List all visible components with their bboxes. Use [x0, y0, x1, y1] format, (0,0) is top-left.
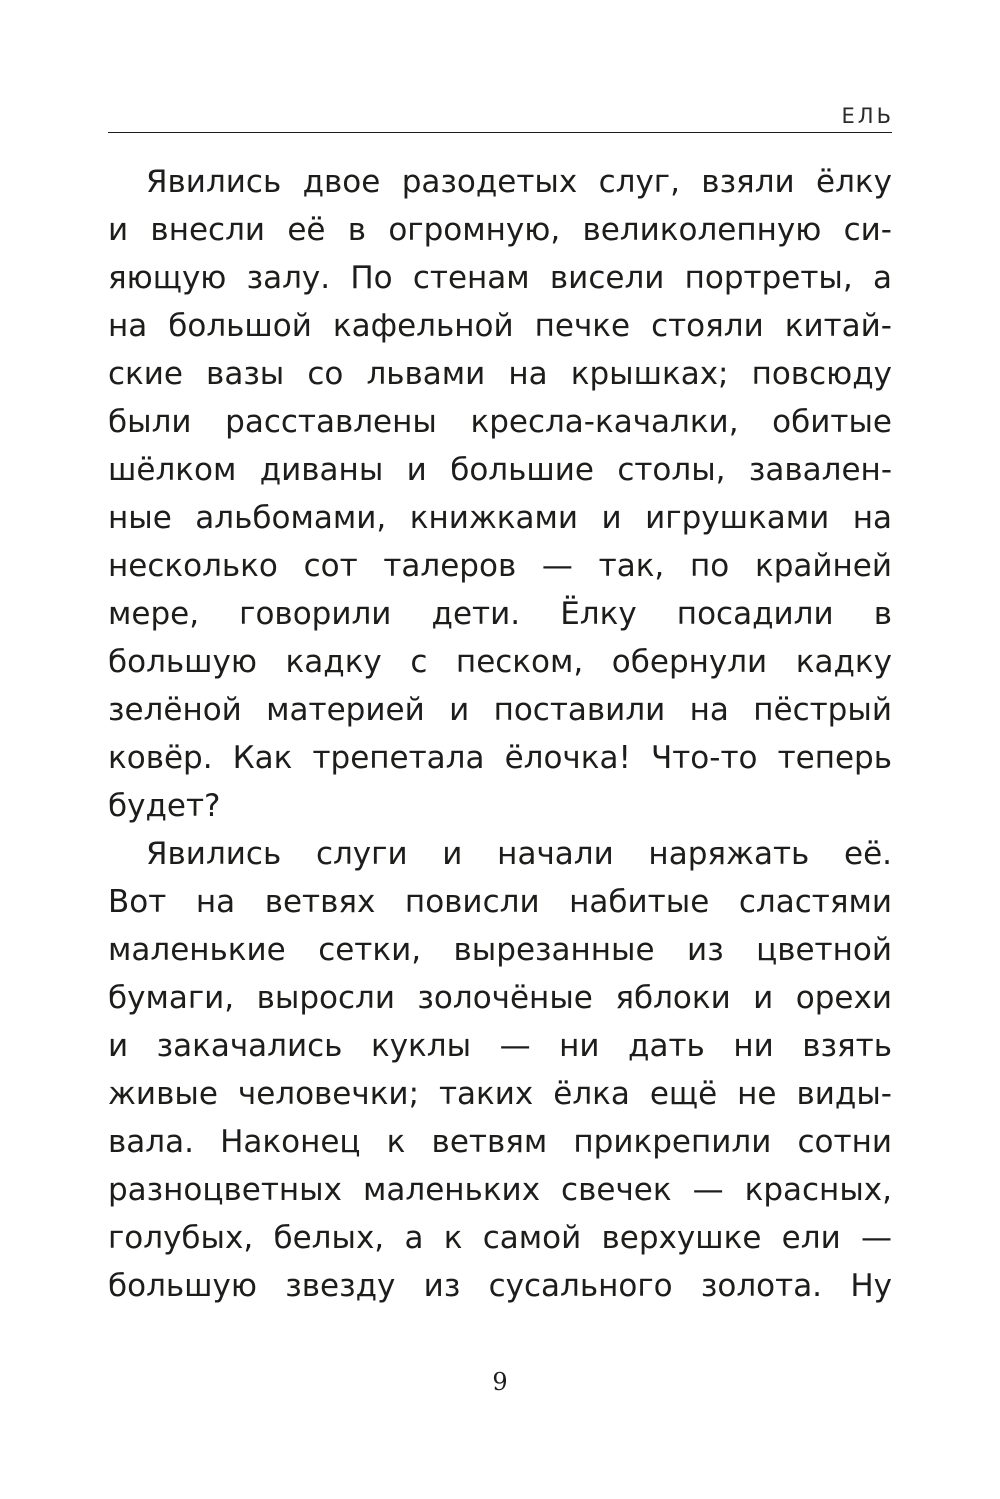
text-line: голубых, белых, а к самой верхушке ели — — [108, 1220, 892, 1256]
text-line: Вот на ветвях повисли набитые сластями — [108, 884, 892, 920]
text-line: будет? — [108, 788, 221, 824]
text-line: ские вазы со львами на крышках; повсюду — [108, 356, 892, 392]
text-line: Явились двое разодетых слуг, взяли ёлку — [146, 164, 892, 200]
paragraph-2 — [108, 830, 892, 1310]
text-line: ные альбомами, книжками и игрушками на — [108, 500, 892, 536]
header-rule — [108, 132, 892, 133]
text-line: зелёной материей и поставили на пёстрый — [108, 692, 892, 728]
text-line: Явились слуги и начали наряжать её. — [146, 836, 892, 872]
text-line: на большой кафельной печке стояли китай- — [108, 308, 892, 344]
text-line: бумаги, выросли золочёные яблоки и орехи — [108, 980, 892, 1016]
text-line: были расставлены кресла-качалки, обитые — [108, 404, 892, 440]
text-line: и закачались куклы — ни дать ни взять — [108, 1028, 892, 1064]
text-line: живые человечки; таких ёлка ещё не виды- — [108, 1076, 892, 1112]
text-line: разноцветных маленьких свечек — красных, — [108, 1172, 892, 1208]
text-line: вала. Наконец к ветвям прикрепили сотни — [108, 1124, 892, 1160]
text-line: ковёр. Как трепетала ёлочка! Что-то теперь — [108, 740, 892, 776]
text-line: и внесли её в огромную, великолепную си- — [108, 212, 892, 248]
text-line: шёлком диваны и большие столы, завален- — [108, 452, 892, 488]
body-text — [108, 158, 892, 1310]
running-header: ЕЛЬ — [841, 104, 894, 128]
paragraph-1 — [108, 158, 892, 830]
text-line: мере, говорили дети. Ёлку посадили в — [108, 596, 892, 632]
text-line: большую звезду из сусального золота. Ну — [108, 1268, 892, 1304]
text-line: яющую залу. По стенам висели портреты, а — [108, 260, 892, 296]
text-line: маленькие сетки, вырезанные из цветной — [108, 932, 892, 968]
page-number: 9 — [492, 1368, 508, 1396]
text-line: несколько сот талеров — так, по крайней — [108, 548, 892, 584]
text-line: большую кадку с песком, обернули кадку — [108, 644, 892, 680]
